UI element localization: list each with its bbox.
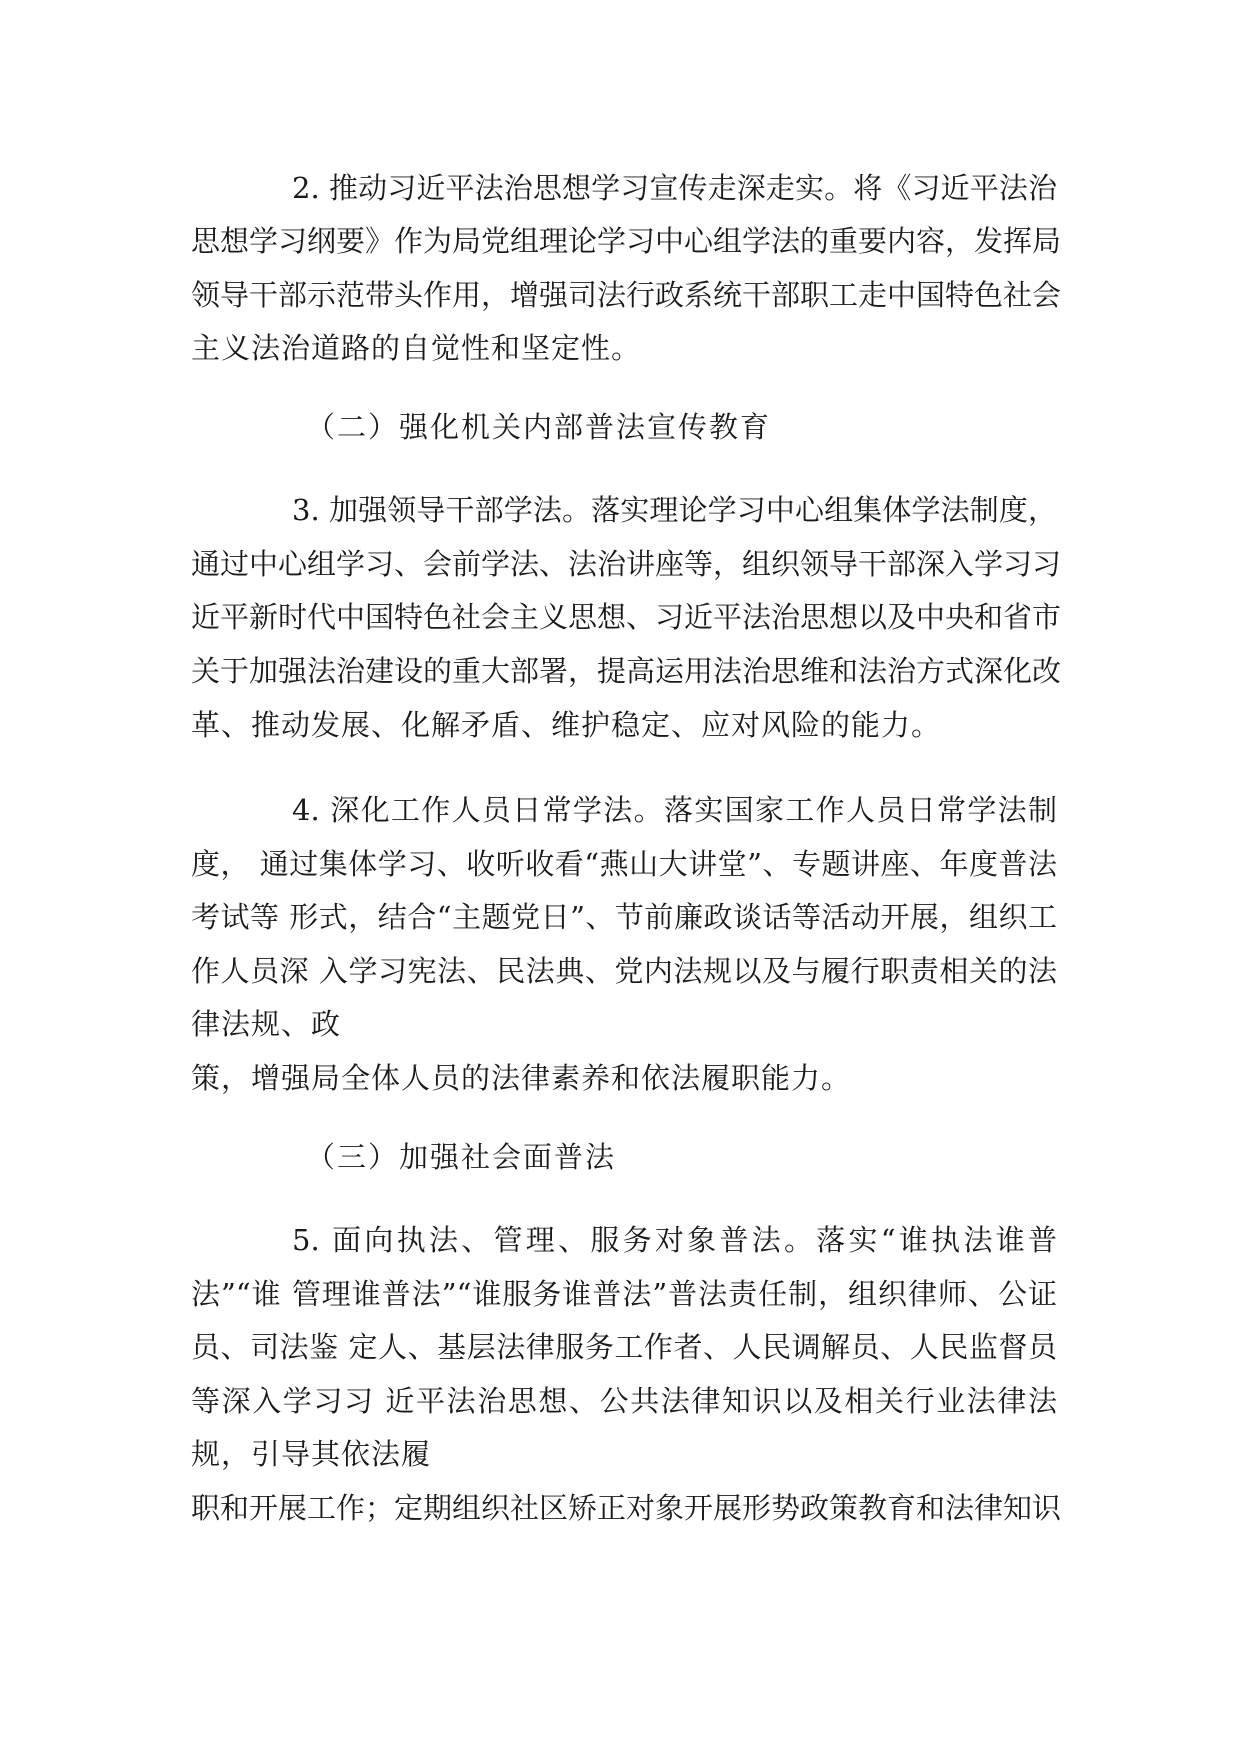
section-heading-2: （二）强化机关内部普法宣传教育 (306, 410, 772, 444)
paragraph-3-line-2: 通过中心组学习、会前学法、法治讲座等，组织领导干部深入学习习 (191, 547, 1062, 581)
paragraph-2-line-2: 思想学习纲要》作为局党组理论学习中心组学法的重要内容，发挥局 (191, 224, 1062, 258)
paragraph-5-line-3: 员、司法鉴 定人、基层法律服务工作者、人民调解员、人民监督员 (191, 1330, 1057, 1364)
paragraph-5-line-4: 等深入学习习 近平法治思想、公共法律知识以及相关行业法律法 (191, 1384, 1057, 1418)
paragraph-3-line-3: 近平新时代中国特色社会主义思想、习近平法治思想以及中央和省市 (191, 600, 1062, 634)
paragraph-5-line-5: 规，引导其依法履 (191, 1437, 432, 1471)
paragraph-5-line-6: 职和开展工作；定期组织社区矫正对象开展形势政策教育和法律知识 (191, 1491, 1062, 1525)
paragraph-3-line-1: 3. 加强领导干部学法。落实理论学习中心组集体学法制度， (292, 493, 1057, 527)
paragraph-4-line-3: 考试等 形式，结合“主题党日”、节前廉政谈话等活动开展，组织工 (191, 900, 1057, 934)
paragraph-5-line-2: 法”“谁 管理谁普法”“谁服务谁普法”普法责任制，组织律师、公证 (191, 1277, 1057, 1311)
paragraph-4-line-2: 度， 通过集体学习、收听收看“燕山大讲堂”、专题讲座、年度普法 (191, 847, 1057, 881)
paragraph-4-line-6: 策，增强局全体人员的法律素养和依法履职能力。 (191, 1061, 852, 1095)
paragraph-5-line-1: 5. 面向执法、管理、服务对象普法。落实“谁执法谁普 (292, 1223, 1057, 1257)
paragraph-2-line-3: 领导干部示范带头作用，增强司法行政系统干部职工走中国特色社会 (191, 278, 1062, 312)
paragraph-4-line-4: 作人员深 入学习宪法、民法典、党内法规以及与履行职责相关的法 (191, 954, 1057, 988)
paragraph-4-line-1: 4. 深化工作人员日常学法。落实国家工作人员日常学法制 (292, 793, 1057, 827)
paragraph-2-line-1: 2. 推动习近平法治思想学习宣传走深走实。将《习近平法治 (292, 171, 1057, 205)
paragraph-4-line-5: 律法规、政 (191, 1007, 342, 1041)
paragraph-3-line-5: 革、推动发展、化解矛盾、维护稳定、应对风险的能力。 (191, 708, 942, 742)
paragraph-2-line-4: 主义法治道路的自觉性和坚定性。 (191, 331, 642, 365)
paragraph-3-line-4: 关于加强法治建设的重大部署，提高运用法治思维和法治方式深化改 (191, 654, 1062, 688)
section-heading-3: （三）加强社会面普法 (306, 1140, 617, 1174)
